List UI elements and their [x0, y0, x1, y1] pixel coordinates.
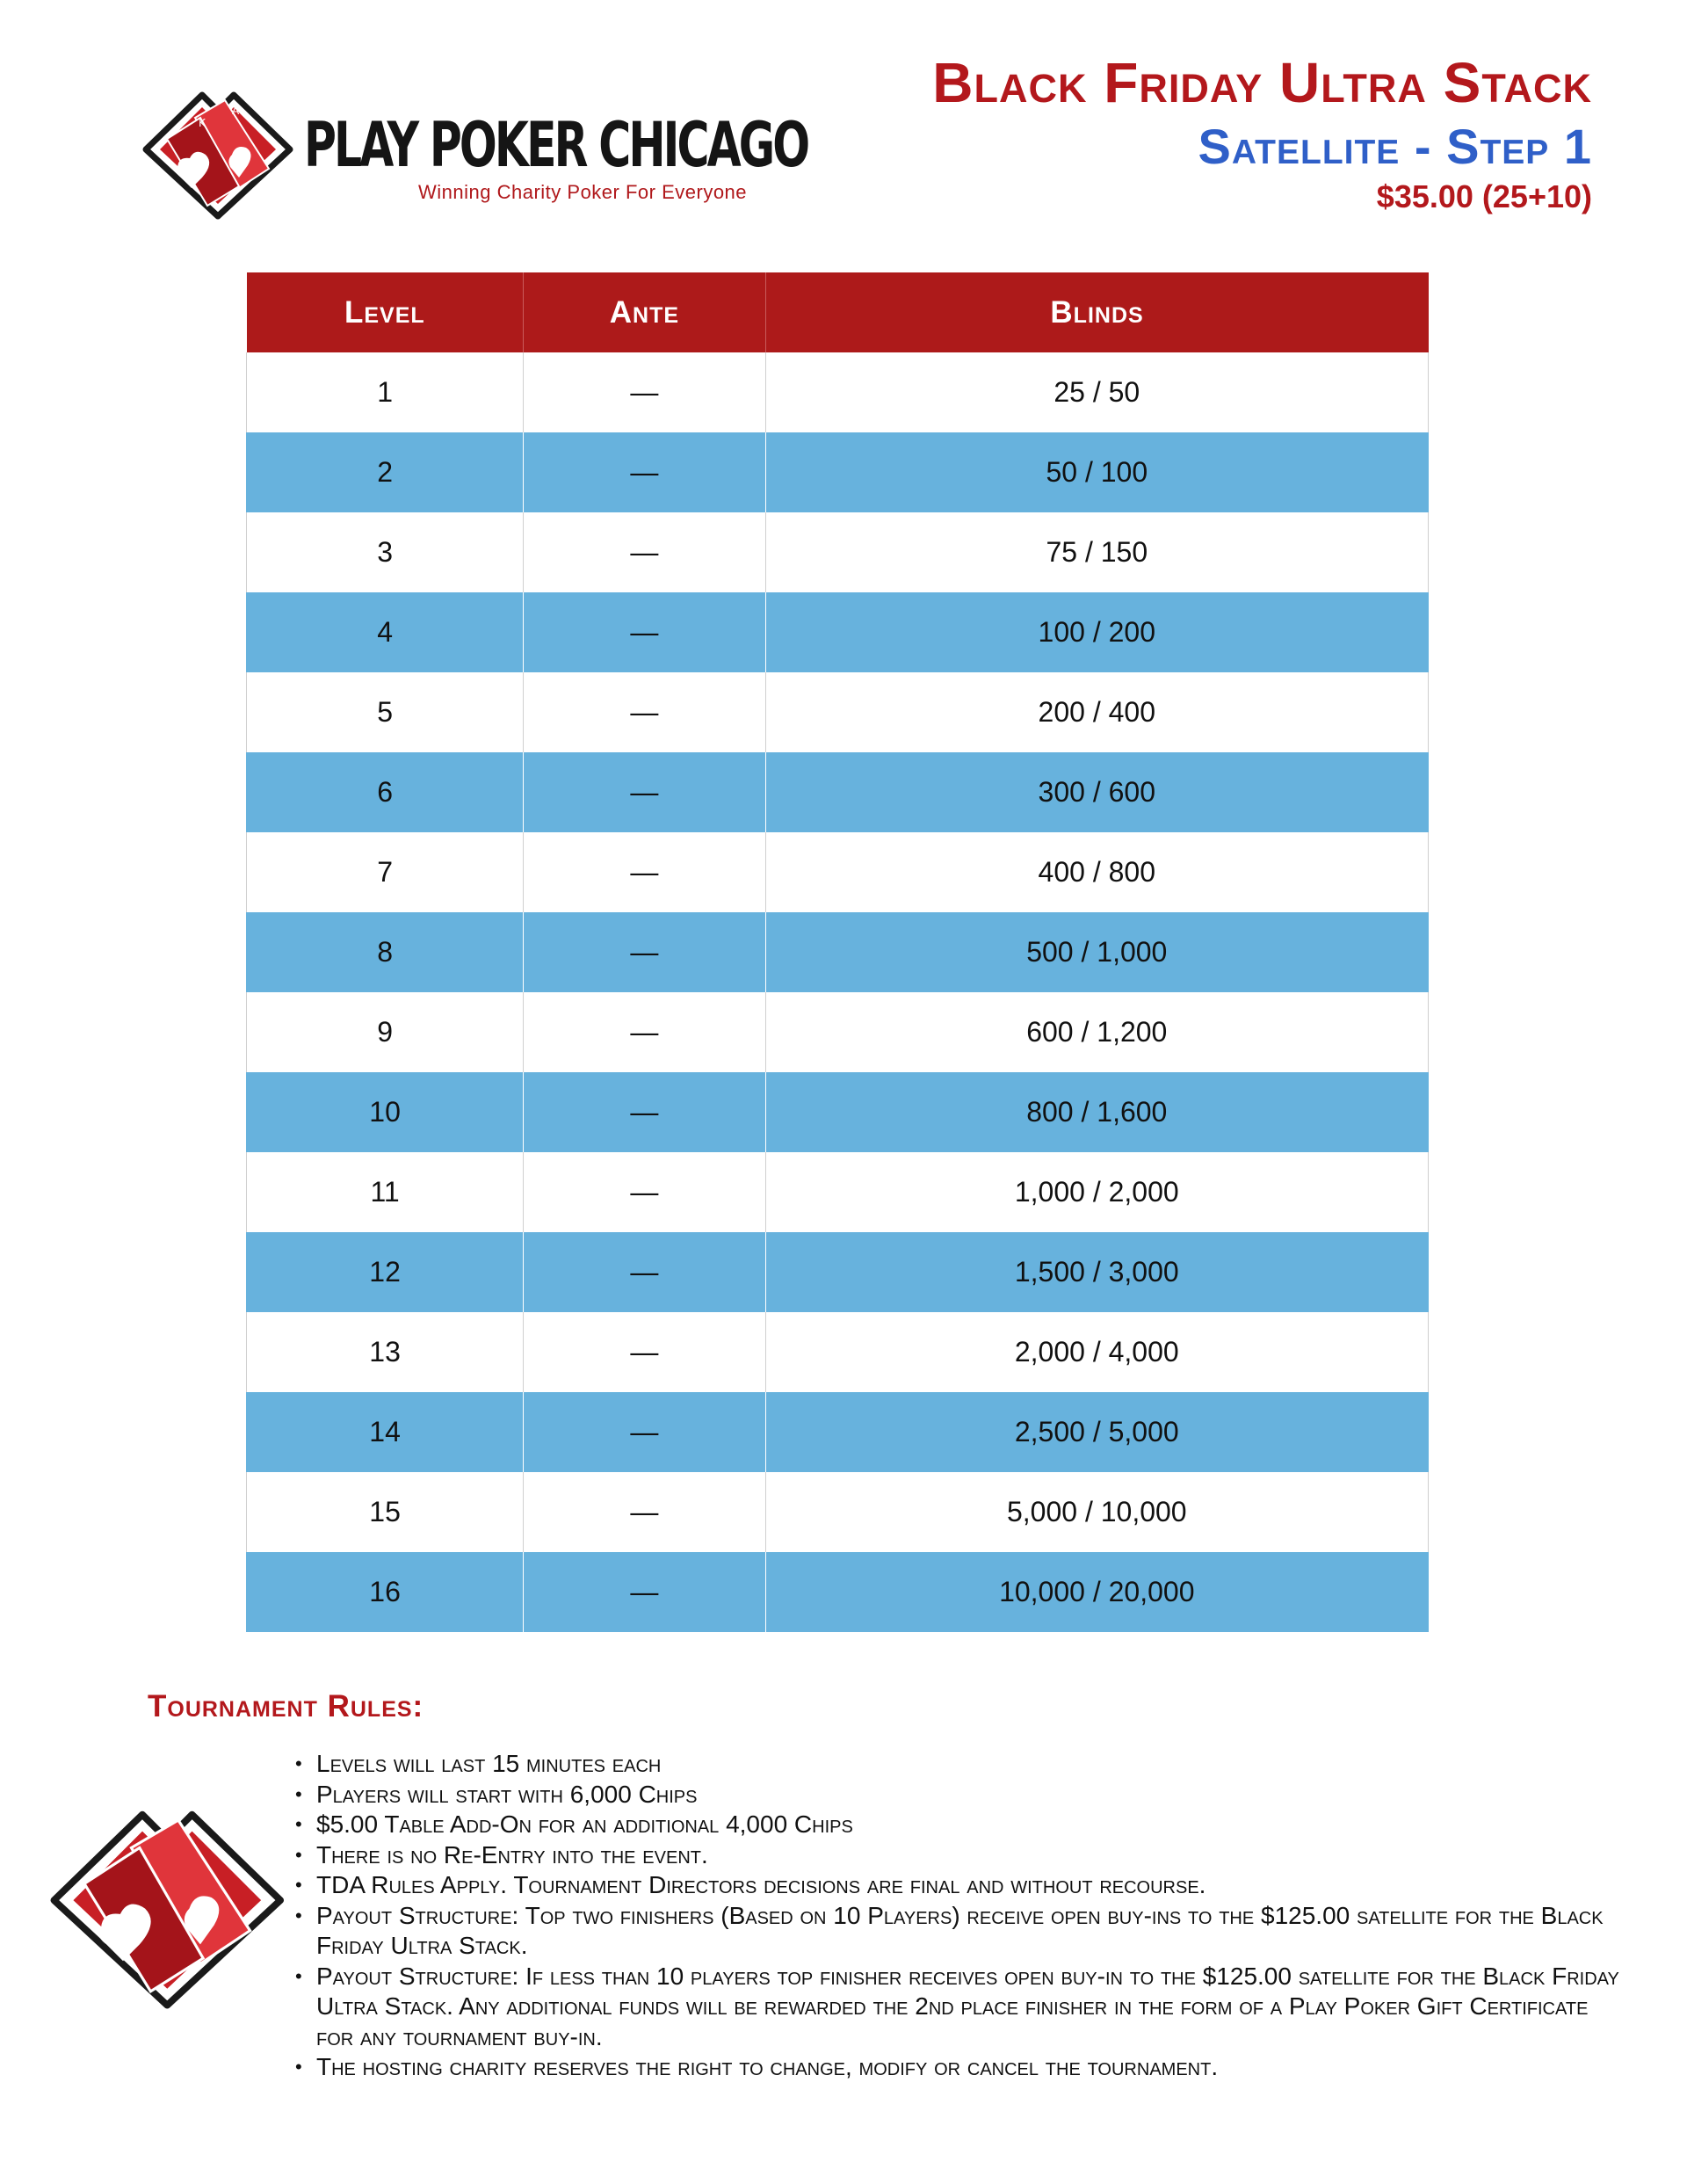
ante-cell: — [524, 592, 765, 672]
ante-cell: — [524, 1072, 765, 1152]
list-item: • Payout Structure: Top two finishers (Based on 10 Players) receive open buy-ins to the $125.00 satellite for the Black Friday Ultra Stack. [290, 1901, 1625, 1962]
list-item: • Levels will last 15 minutes each [290, 1749, 1625, 1780]
list-item: • $5.00 Table Add-On for an additional 4,000 Chips [290, 1810, 1625, 1840]
level-cell: 6 [247, 752, 524, 832]
level-cell: 5 [247, 672, 524, 752]
ante-cell: — [524, 992, 765, 1072]
blinds-cell: 5,000 / 10,000 [765, 1472, 1428, 1552]
table-row [247, 992, 1429, 1072]
brand-logo [141, 88, 808, 229]
blinds-cell: 500 / 1,000 [765, 912, 1428, 992]
ante-cell: — [524, 1472, 765, 1552]
event-title: Black Friday Ultra Stack [932, 51, 1592, 114]
list-item: • TDA Rules Apply. Tournament Directors decisions are final and without recourse. [290, 1870, 1625, 1901]
list-item: • The hosting charity reserves the right to change, modify or cancel the tournament. [290, 2052, 1625, 2083]
table-row [247, 1152, 1429, 1232]
table-row [247, 832, 1429, 912]
event-subtitle: Satellite - Step 1 [1198, 119, 1592, 174]
table-row [247, 672, 1429, 752]
ante-cell: — [524, 672, 765, 752]
ante-cell: — [524, 832, 765, 912]
level-cell: 7 [247, 832, 524, 912]
blinds-cell: 100 / 200 [765, 592, 1428, 672]
table-row [247, 1392, 1429, 1472]
level-cell: 8 [247, 912, 524, 992]
table-row [247, 1312, 1429, 1392]
ante-cell: — [524, 1392, 765, 1472]
rules-list [290, 1749, 1625, 2083]
blinds-cell: 300 / 600 [765, 752, 1428, 832]
table-row [247, 752, 1429, 832]
level-cell: 1 [247, 352, 524, 432]
ante-cell: — [524, 512, 765, 592]
event-price: $35.00 (25+10) [1376, 178, 1592, 214]
table-row [247, 912, 1429, 992]
column-header-ante: Ante [524, 272, 765, 352]
blinds-cell: 10,000 / 20,000 [765, 1552, 1428, 1632]
level-cell: 2 [247, 432, 524, 512]
table-row [247, 512, 1429, 592]
playing-cards-heart-icon [46, 1802, 287, 2013]
ante-cell: — [524, 1312, 765, 1392]
table-row [247, 1472, 1429, 1552]
blinds-cell: 800 / 1,600 [765, 1072, 1428, 1152]
level-cell: 12 [247, 1232, 524, 1312]
column-header-blinds: Blinds [765, 272, 1428, 352]
card-king-letter: K [199, 117, 206, 129]
ante-cell: — [524, 1552, 765, 1632]
ante-cell: — [524, 752, 765, 832]
blinds-cell: 400 / 800 [765, 832, 1428, 912]
table-row [247, 1552, 1429, 1632]
blinds-cell: 50 / 100 [765, 432, 1428, 512]
ante-cell: — [524, 352, 765, 432]
rules-title: Tournament Rules: [148, 1689, 424, 1723]
level-cell: 15 [247, 1472, 524, 1552]
ante-cell: — [524, 1152, 765, 1232]
level-cell: 4 [247, 592, 524, 672]
brand-tagline: Winning Charity Poker For Everyone [418, 181, 748, 203]
event-header [932, 49, 1592, 216]
playing-cards-heart-icon [141, 88, 294, 220]
card-ace-letter: A [232, 105, 240, 117]
level-cell: 10 [247, 1072, 524, 1152]
level-cell: 14 [247, 1392, 524, 1472]
blinds-cell: 600 / 1,200 [765, 992, 1428, 1072]
table-row [247, 1072, 1429, 1152]
list-item: • Players will start with 6,000 Chips [290, 1780, 1625, 1810]
level-cell: 9 [247, 992, 524, 1072]
blinds-cell: 2,000 / 4,000 [765, 1312, 1428, 1392]
level-cell: 13 [247, 1312, 524, 1392]
table-row [247, 352, 1429, 432]
blind-structure-table [246, 272, 1429, 1632]
ante-cell: — [524, 912, 765, 992]
brand-name: PLAY POKER CHICAGO [304, 109, 808, 181]
list-item: • Payout Structure: If less than 10 players top finisher receives open buy-in to the $125.00 satellite for the Black Friday Ultra Stack. Any additional funds will be rewarded the 2nd place finisher in the form of a Play Poker Gift Certificate for any tournament buy-in. [290, 1962, 1625, 2053]
table-row [247, 1232, 1429, 1312]
level-cell: 11 [247, 1152, 524, 1232]
ante-cell: — [524, 1232, 765, 1312]
table-header-row [247, 272, 1429, 352]
column-header-level: Level [247, 272, 524, 352]
blinds-cell: 25 / 50 [765, 352, 1428, 432]
blinds-cell: 1,500 / 3,000 [765, 1232, 1428, 1312]
table-row [247, 592, 1429, 672]
ante-cell: — [524, 432, 765, 512]
level-cell: 3 [247, 512, 524, 592]
blinds-cell: 2,500 / 5,000 [765, 1392, 1428, 1472]
blinds-cell: 1,000 / 2,000 [765, 1152, 1428, 1232]
blinds-cell: 200 / 400 [765, 672, 1428, 752]
table-row [247, 432, 1429, 512]
level-cell: 16 [247, 1552, 524, 1632]
list-item: • There is no Re-Entry into the event. [290, 1840, 1625, 1871]
blinds-cell: 75 / 150 [765, 512, 1428, 592]
